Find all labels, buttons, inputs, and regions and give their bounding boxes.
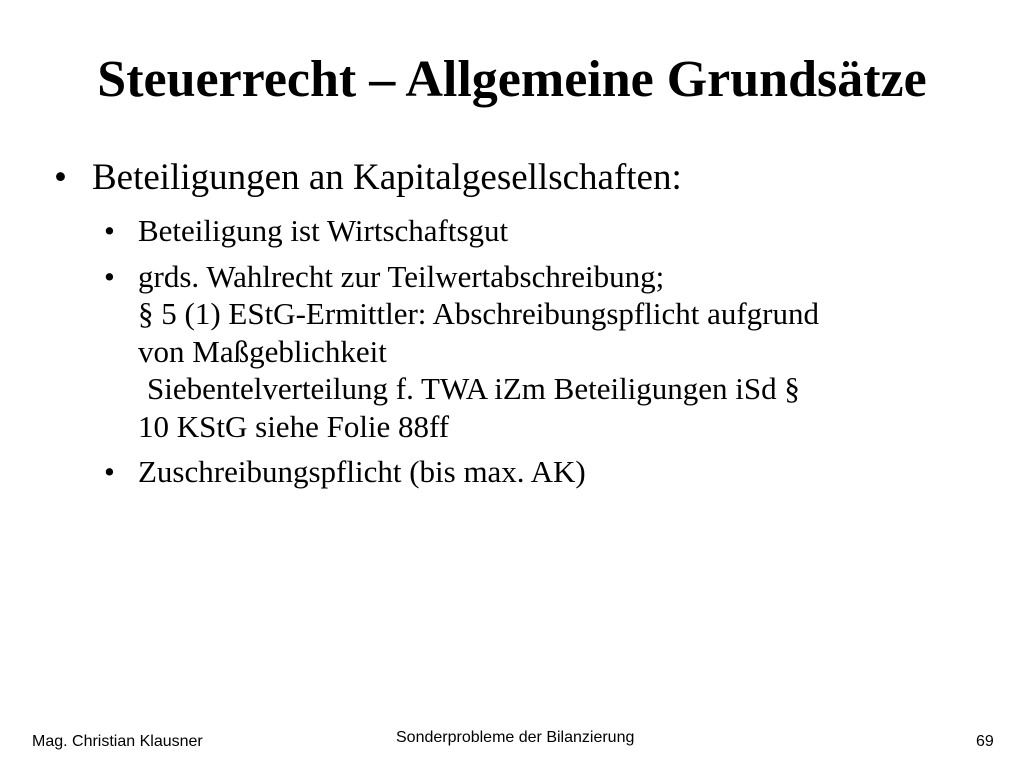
sub-bullet-item bbox=[104, 212, 984, 250]
bullet-icon: • bbox=[54, 157, 67, 198]
bullet-icon: • bbox=[104, 213, 115, 248]
sub-bullet-list bbox=[104, 212, 984, 499]
sub-bullet-text: Zuschreibungspflicht (bis max. AK) bbox=[138, 454, 586, 489]
page-number: 69 bbox=[976, 733, 994, 750]
sub-bullet-text: grds. Wahlrecht zur Teilwertabschreibung; bbox=[138, 258, 665, 294]
sub-bullet-text: § 5 (1) EStG-Ermittler: Abschreibungspflicht aufgrund bbox=[138, 296, 820, 331]
sub-bullet-text: Siebentelverteilung f. TWA iZm Beteiligungen iSd § bbox=[147, 371, 800, 406]
main-bullet-item bbox=[54, 156, 682, 200]
sub-bullet-text: von Maßgeblichkeit bbox=[138, 333, 387, 369]
main-bullet-text: Beteiligungen an Kapitalgesellschaften: bbox=[92, 157, 682, 198]
sub-bullet-item bbox=[104, 453, 984, 491]
footer-topic: Sonderprobleme der Bilanzierung bbox=[396, 729, 635, 746]
bullet-icon: • bbox=[104, 454, 115, 489]
footer-author: Mag. Christian Klausner bbox=[32, 733, 203, 750]
slide-title: Steuerrecht – Allgemeine Grundsätze bbox=[97, 51, 927, 108]
bullet-icon: • bbox=[104, 258, 115, 294]
sub-bullet-text: Beteiligung ist Wirtschaftsgut bbox=[138, 213, 509, 248]
sub-bullet-text: 10 KStG siehe Folie 88ff bbox=[138, 408, 450, 444]
sub-bullet-item bbox=[104, 258, 984, 446]
